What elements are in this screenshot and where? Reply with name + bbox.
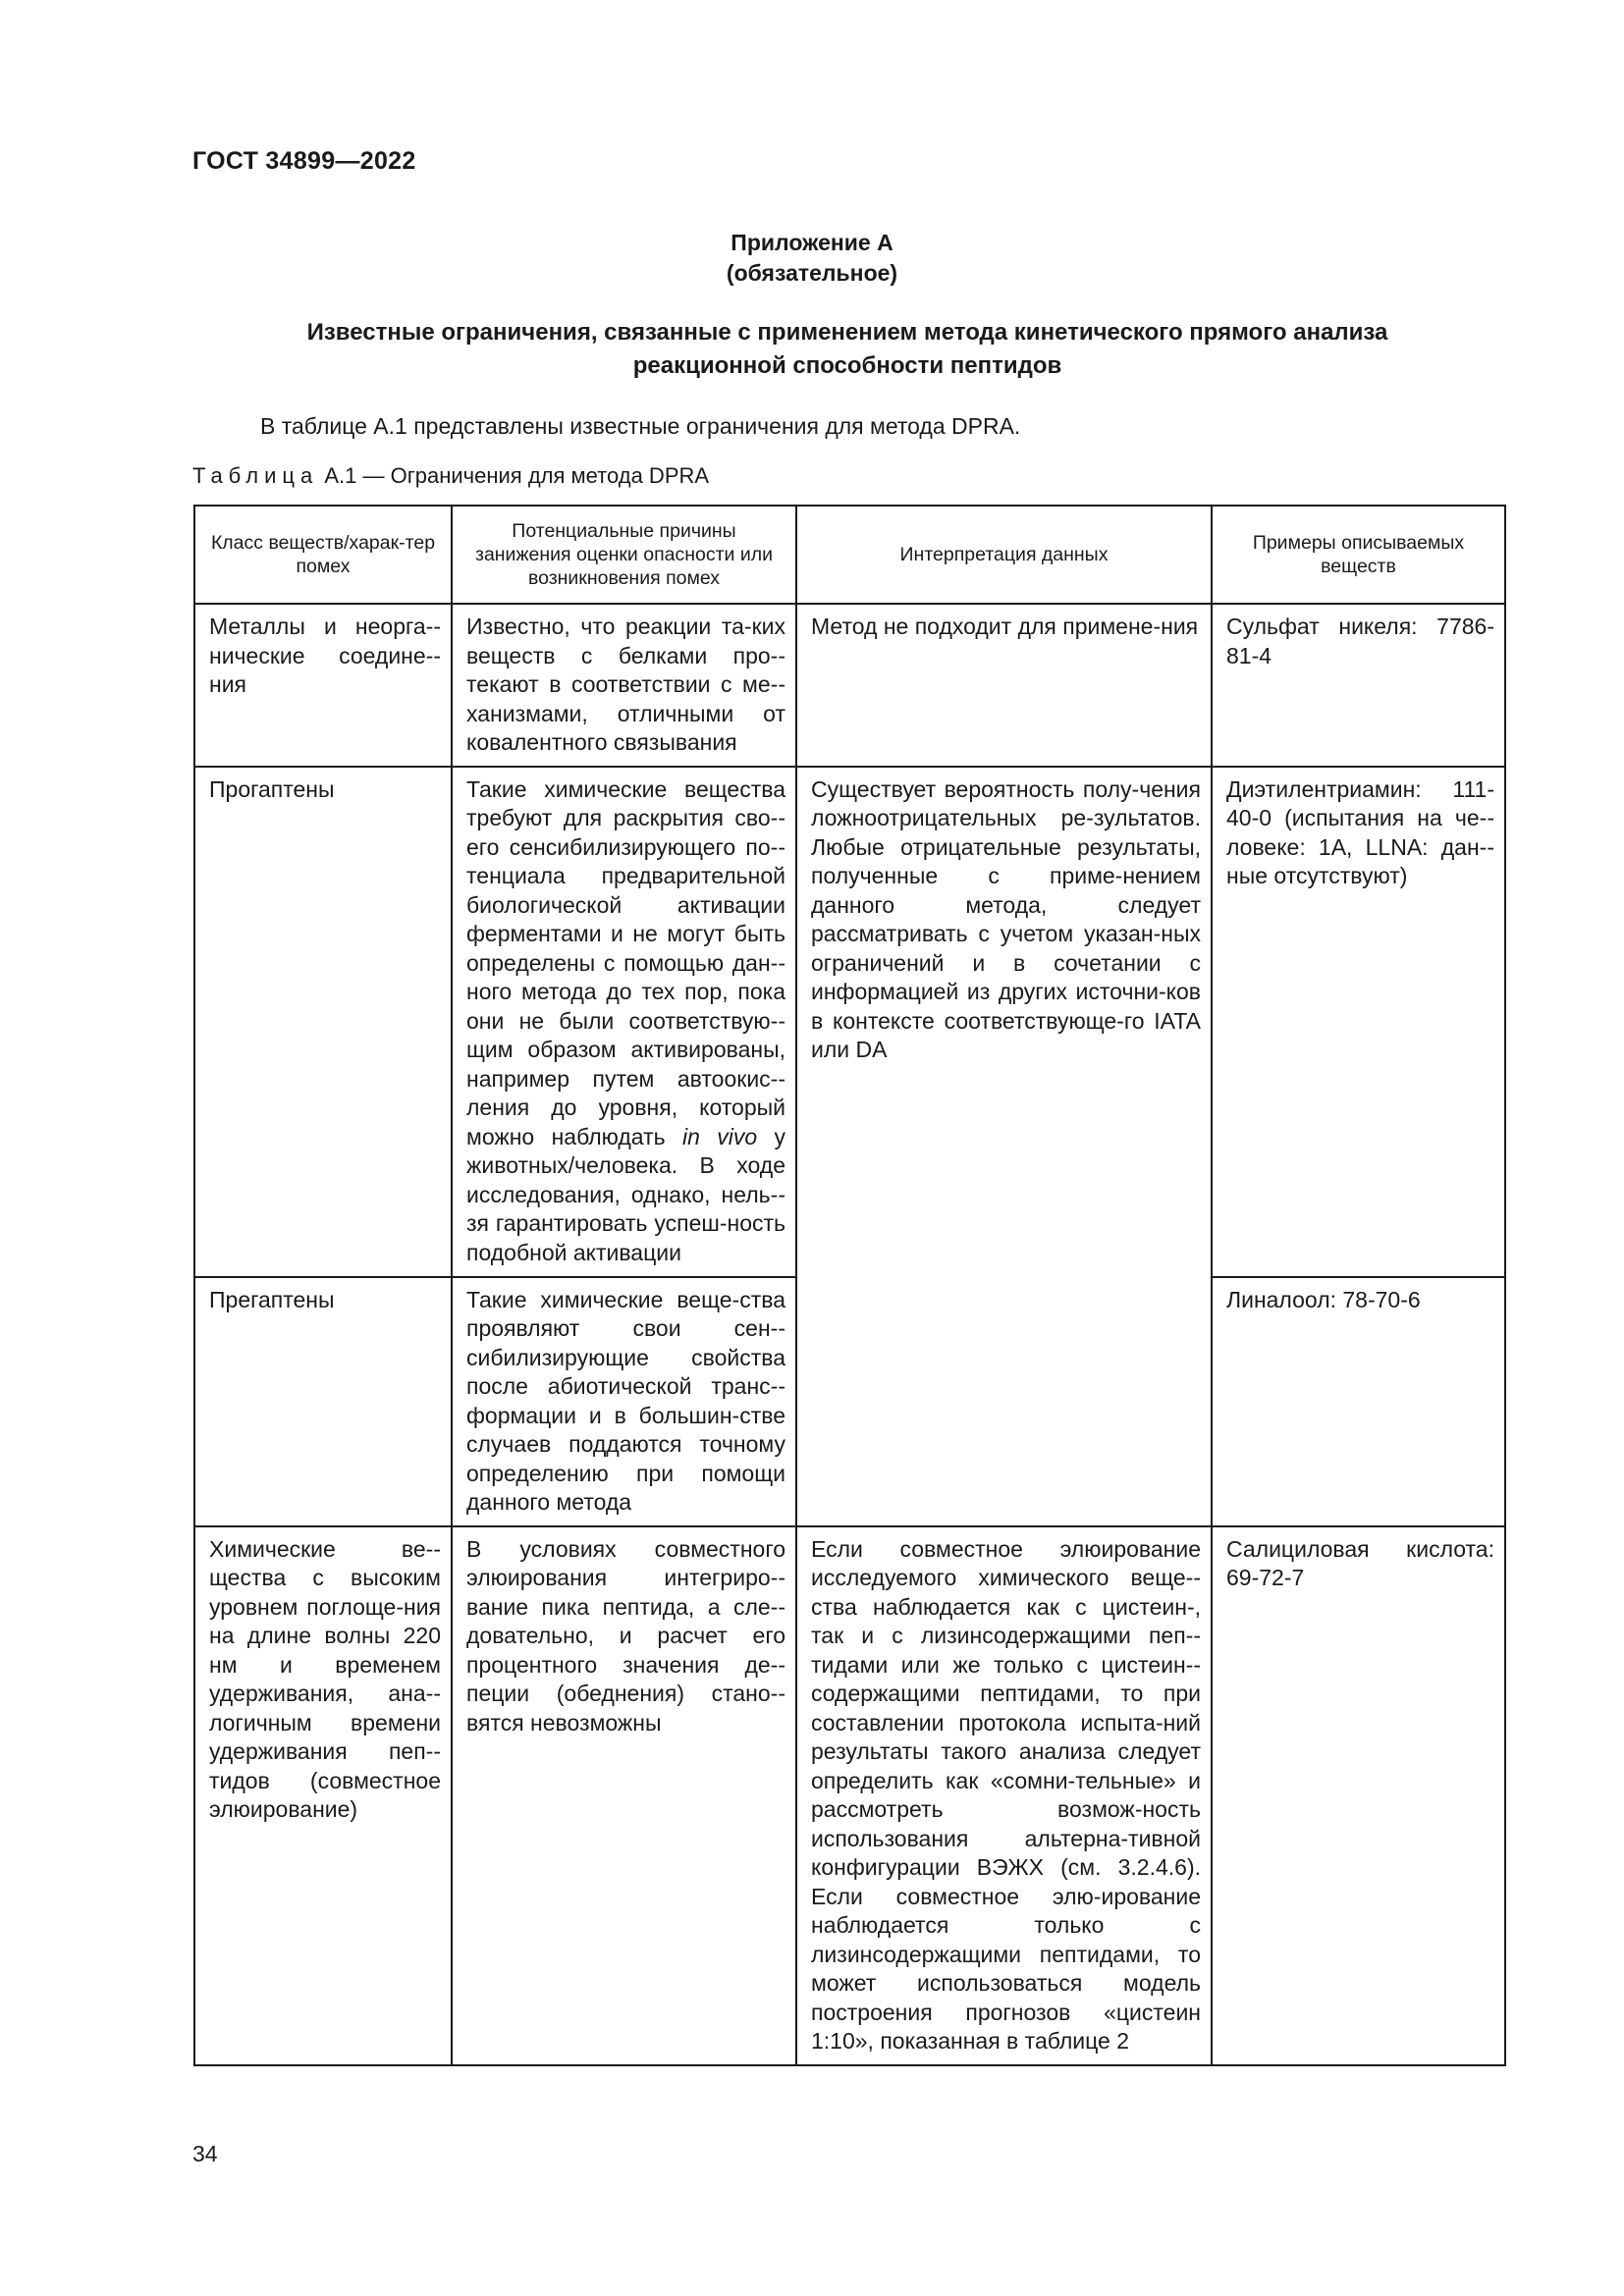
causes-italic-term: in vivo	[681, 1123, 758, 1149]
table-caption	[192, 463, 709, 489]
intro-paragraph: В таблице А.1 представлены известные ограничения для метода DPRA.	[260, 413, 1021, 439]
table-row	[194, 767, 1505, 1277]
header-class: Класс веществ/харак-тер помех	[194, 506, 452, 604]
table-header-row	[194, 506, 1505, 604]
causes-text-start: Такие химические вещества требуют для раскрытия сво-его сенсибилизирующего по-тенциала предварительной биологической активации ферментами и не могут быть определены с помощью дан-ного метода до тех пор, пока они не были соответствую-щим образом активированы, например путем автоокис-ления до уровня, который можно наблюдать	[466, 775, 785, 1149]
title-line-2: реакционной способности пептидов	[632, 352, 1062, 379]
cell-examples: Диэтилентриамин: 111-40-0 (испытания на че-ловеке: 1A, LLNA: дан-ные отсутствуют)	[1212, 767, 1505, 1277]
appendix-heading	[0, 228, 1624, 289]
document-code: ГОСТ 34899—2022	[192, 147, 416, 175]
cell-examples: Сульфат никеля: 7786-81-4	[1212, 604, 1505, 767]
document-title	[192, 316, 1502, 383]
cell-class: Металлы и неорга-нические соедине-ния	[194, 604, 452, 767]
cell-examples: Салициловая кислота: 69-72-7	[1212, 1526, 1505, 2065]
table-row	[194, 604, 1505, 767]
cell-class: Прогаптены	[194, 767, 452, 1277]
cell-class: Прегаптены	[194, 1277, 452, 1526]
cell-interpretation: Существует вероятность полу-чения ложноотрицательных ре-зультатов. Любые отрицательные результаты, полученные с приме-нением данного метода, следует рассматривать с учетом указан-ных ограничений и в сочетании с информацией из других источни-ков в контексте соответствующе-го IATA или DA	[796, 767, 1212, 1526]
causes-text-end: у животных/человека. В ходе исследования, однако, нель-зя гарантировать успеш-ность подобной активации	[466, 1123, 785, 1265]
page-number: 34	[192, 2141, 218, 2166]
appendix-label: Приложение А	[731, 230, 893, 255]
cell-causes: Такие химические веще-ства проявляют свои сен-сибилизирующие свойства после абиотической транс-формации и в большин-стве случаев поддаются точному определению при помощи данного метода	[452, 1277, 796, 1526]
table-caption-text: А.1 — Ограничения для метода DPRA	[318, 463, 710, 488]
table-caption-prefix: Таблица	[192, 463, 319, 488]
appendix-status: (обязательное)	[726, 260, 898, 286]
title-line-1: Известные ограничения, связанные с применением метода кинетического прямого анализа	[306, 319, 1388, 346]
limitations-table	[193, 505, 1506, 2066]
cell-interpretation: Метод не подходит для примене-ния	[796, 604, 1212, 767]
cell-examples: Линалоол: 78-70-6	[1212, 1277, 1505, 1526]
table-row	[194, 1526, 1505, 2065]
header-interpretation: Интерпретация данных	[796, 506, 1212, 604]
cell-causes: Известно, что реакции та-ких веществ с белками про-текают в соответствии с ме-ханизмами, отличными от ковалентного связывания	[452, 604, 796, 767]
cell-causes	[452, 767, 796, 1277]
cell-class: Химические ве-щества с высоким уровнем поглоще-ния на длине волны 220 нм и временем удерживания, ана-логичным времени удерживания пеп-тидов (совместное элюирование)	[194, 1526, 452, 2065]
header-causes: Потенциальные причины занижения оценки опасности или возникновения помех	[452, 506, 796, 604]
cell-causes: В условиях совместного элюирования интегриро-вание пика пептида, а сле-довательно, и расчет его процентного значения де-пеции (обеднения) стано-вятся невозможны	[452, 1526, 796, 2065]
cell-interpretation: Если совместное элюирование исследуемого химического веще-ства наблюдается как с цистеин-, так и с лизинсодержащими пеп-тидами или же только с цистеин-содержащими пептидами, то при составлении протокола испыта-ний результаты такого анализа следует определить как «сомни-тельные» и рассмотреть возмож-ность использования альтерна-тивной конфигурации ВЭЖХ (см. 3.2.4.6). Если совместное элю-ирование наблюдается только с лизинсодержащими пептидами, то может использоваться модель построения прогнозов «цистеин 1:10», показанная в таблице 2	[796, 1526, 1212, 2065]
header-examples: Примеры описываемых веществ	[1212, 506, 1505, 604]
